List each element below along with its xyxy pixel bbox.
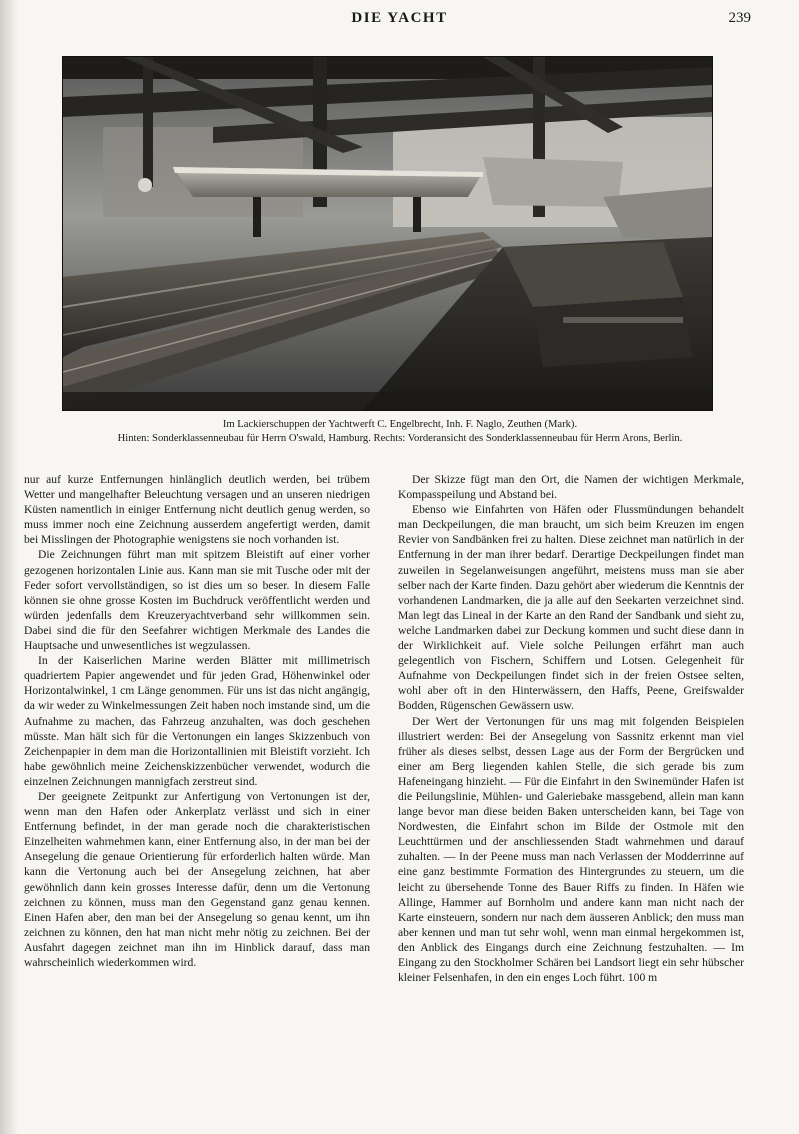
boatyard-photo-illustration [63, 57, 712, 410]
paragraph: Ebenso wie Einfahrten von Häfen oder Flussmündungen behandelt man Deckpeilungen, die man braucht, um sich beim Kreuzen im engen Revier von Sandbänken frei zu halten. Diese zeichnet man natürlich in der Entfernung in der man ihrer bedarf. Derartige Deckpeilungen findet man zuweilen in Segelanweisungen angeführt, meistens muss man sie aber selber nach der Karte finden. Dazu gehört aber wiederum die Kenntnis der vorhandenen Landmarken, die ja alle auf den Seekarten verzeichnet sind. Man legt das Lineal in der Karte an den Rand der Sandbank und sieht zu, welche Landmarken dabei zur Deckung kommen und sucht diese dann in der Wirklichkeit auf. Viele solche Peilungen erfährt man auch gelegentlich von Fischern, Schiffern und Lotsen. Gelegenheit für Aufnahme von Deckpeilungen findet sich in der freien Ostsee selten, wohl aber oft in den Hinterwässern, den Haffs, Peene, Greifswalder Bodden, Rügenschen Gewässern usw. [398, 503, 744, 713]
page-number: 239 [728, 10, 751, 26]
photo-caption-line-1: Im Lackierschuppen der Yachtwerft C. Engelbrecht, Inh. F. Naglo, Zeuthen (Mark). [222, 419, 578, 430]
page-gutter-shadow [0, 0, 18, 1134]
left-text-column [24, 472, 370, 970]
boatyard-photo [62, 56, 713, 411]
paragraph: In der Kaiserlichen Marine werden Blätter mit millimetrisch quadriertem Papier angewendet und für jeden Grad, Höhenwinkel oder Horizontalwinkel, 1 cm Länge genommen. Für uns ist das nicht angängig, da wir weder zu Winkelmessungen Zeit haben noch imstande sind, um die Aufnahme zu machen, das Fahrzeug anzuhalten, was doch geschehen müsste. Man hält sich für die Vertonungen ein langes Skizzenbuch von Zeichenpapier in dem man die Horizontallinien mit Bleistift vorzieht. Ich habe gewöhnlich meine Zeichenskizzenbücher verwendet, wodurch die einzelnen Zeichnungen mannigfach zerstreut sind. [24, 654, 370, 788]
right-text-column [398, 472, 744, 985]
paragraph: Der geeignete Zeitpunkt zur Anfertigung von Vertonungen ist der, wenn man den Hafen oder Ankerplatz verlässt und sich in einer Entfernung befindet, in der man gerade noch die charakteristischen Einzelheiten wahrnehmen kann, einer Entfernung also, in der man bei der Ansegelung die genaue Orientierung für erforderlich halten würde. Man kann die Vertonung auch bei der Ansegelung zeichnen, hat aber gewöhnlich dann kein grosses Interesse dafür, denn um die Vertonung zeichnen zu können, muss man den Gegenstand ganz genau kennen. Einen Hafen aber, den man bei der Ansegelung so genau kennt, um ihn zeichnen zu können, den hat man nicht mehr nötig zu zeichnen. Bei der Ausfahrt dagegen zeichnet man ihn im Hinblick darauf, dass man wahrscheinlich wiederkommen wird. [24, 789, 370, 969]
photo-caption-line-2: Hinten: Sonderklassenneubau für Herrn O'swald, Hamburg. Rechts: Vorderansicht des Sonderklassenneubau für Herrn Arons, Berlin. [117, 433, 683, 444]
paragraph: Die Zeichnungen führt man mit spitzem Bleistift auf einer vorher gezogenen horizontalen Linie aus. Kann man sie mit Tusche oder mit der Feder sofort vervollständigen, so ist dies um so beser. In diesem Falle können sie ohne grosse Kosten im Buchdruck veröffentlicht werden und würden jedenfalls dem Kreuzeryachtverband sehr willkommen sein. Dabei sind die für den Seefahrer wichtigen Merkmale des Landes die Hauptsache und unwesentliches ist wegzulassen. [24, 548, 370, 653]
paragraph: nur auf kurze Entfernungen hinlänglich deutlich werden, bei trübem Wetter und mangelhafter Beleuchtung versagen und an unseren niedrigen Küsten namentlich in einiger Entfernung nicht deutlich genug werden, so muss immer noch eine Zeichnung ausserdem angefertigt werden, damit bei Misslingen der Photographie wenigstens sie noch vorhanden ist. [24, 473, 370, 547]
paragraph: Der Skizze fügt man den Ort, die Namen der wichtigen Merkmale, Kompasspeilung und Abstand bei. [398, 473, 744, 502]
running-header-title: DIE YACHT [351, 10, 448, 26]
paragraph: Der Wert der Vertonungen für uns mag mit folgenden Beispielen illustriert werden: Bei der Ansegelung von Sassnitz erkennt man viel früher als dieses selbst, dessen Lage aus der Form der Bergrücken und einer am Berg liegenden kahlen Stelle, die sich gerade bis zum Hafeneingang hinzieht. — Für die Einfahrt in den Swinemünder Hafen ist die Peilungslinie, Mühlen- und Galeriebake massgebend, allein man kann lange bevor man diese beiden Baken unterscheiden kann, bei Tage von Nordwesten, die Einfahrt schon im Bilde der Ostmole mit den Leuchttürmen und der anschliessenden Stadt wahrnehmen und darauf zuhalten. — In der Peene muss man nach Verlassen der Modderrinne auf eine ganz bestimmte Formation des Hintergrundes zu steuern, um die leicht zu übersehende Tonne des Bauer Riffs zu finden. In Häfen wie Allinge, Hammer auf Bornholm und andere kann man nicht nach der Karte einsteuern, sondern nur nach dem äusseren Anblick; den muss man aber kennen und man tut sehr wohl, wenn man einmal hergekommen ist, den Anblick des Eingangs durch eine Zeichnung festzuhalten. — Im Eingang zu den Stockholmer Schären bei Landsort liegt ein sehr hübscher kleiner Felsenhafen, in den ein enges Loch führt. 100 m [398, 714, 744, 985]
